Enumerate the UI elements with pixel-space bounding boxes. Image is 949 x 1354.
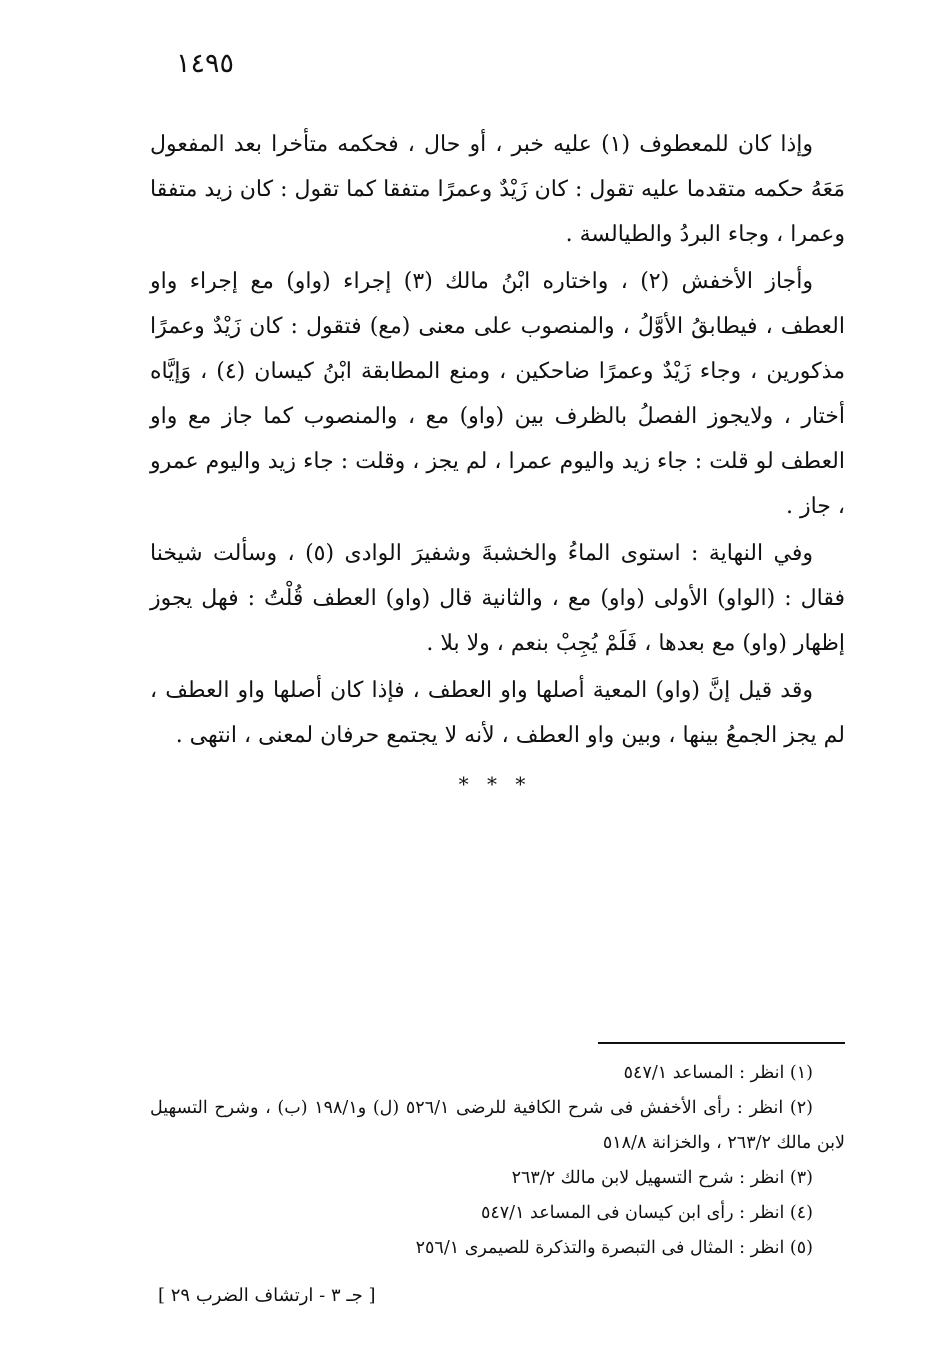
paragraph: وقد قيل إنَّ (واو) المعية أصلها واو العطف ، فإذا كان أصلها واو العطف ، لم يجز الجمعُ بينها ، وبين واو العطف ، لأنه لا يجتمع حرفان لمعنى ، انتهى . [150,678,845,748]
footnote: (٣) انظر : شرح التسهيل لابن مالك ٢٦٣/٢ [511,1168,813,1188]
footnote-divider [598,1042,845,1044]
section-separator: * * * [458,772,532,796]
footnote: (٤) انظر : رأى ابن كيسان فى المساعد ٥٤٧/١ [480,1203,813,1223]
main-text [150,122,845,758]
paragraph: وأجاز الأخفش (٢) ، واختاره ابْنُ مالك (٣) إجراء (واو) مع إجراء واو العطف ، فيطابقُ الأوَّلُ ، والمنصوب على معنى (مع) فتقول : كان زَيْدٌ وعمرًا مذكورين ، وجاء زَيْدٌ وعمرًا ضاحكين ، ومنع المطابقة ابْنُ كيسان (٤) ، وَإيَّاه أختار ، ولايجوز الفصلُ بالظرف بين (واو) مع ، والمنصوب كما جاز مع واو العطف لو قلت : جاء زيد واليوم عمرا ، لم يجز ، وقلت : جاء زيد واليوم عمرو ، جاز . [150,269,845,519]
paragraph: وفي النهاية : استوى الماءُ والخشبةَ وشفيرَ الوادى (٥) ، وسألت شيخنا فقال : (الواو) الأولى (واو) مع ، والثانية قال (واو) العطف قُلْتُ : فهل يجوز إظهار (واو) مع بعدها ، فَلَمْ يُجِبْ بنعم ، ولا بلا . [150,541,845,656]
footnotes [150,1056,845,1266]
paragraph: وإذا كان للمعطوف (١) عليه خبر ، أو حال ، فحكمه متأخرا بعد المفعول مَعَهُ حكمه متقدما عليه تقول : كان زَيْدٌ وعمرًا متفقا كما تقول : كان زيد متفقا وعمرا ، وجاء البردُ والطيالسة . [150,132,845,247]
footnote: (٢) انظر : رأى الأخفش فى شرح الكافية للرضى ٥٢٦/١ (ل) و١٩٨/١ (ب) ، وشرح التسهيل لابن مالك ٢٦٣/٢ ، والخزانة ٥١٨/٨ [150,1098,845,1153]
footnote: (١) انظر : المساعد ٥٤٧/١ [623,1063,813,1083]
footnote: (٥) انظر : المثال فى التبصرة والتذكرة للصيمرى ٢٥٦/١ [415,1238,813,1258]
signature-mark: [ جـ ٣ - ارتشاف الضرب ٢٩ ] [158,1285,376,1306]
page-number: ١٤٩٥ [176,48,235,79]
